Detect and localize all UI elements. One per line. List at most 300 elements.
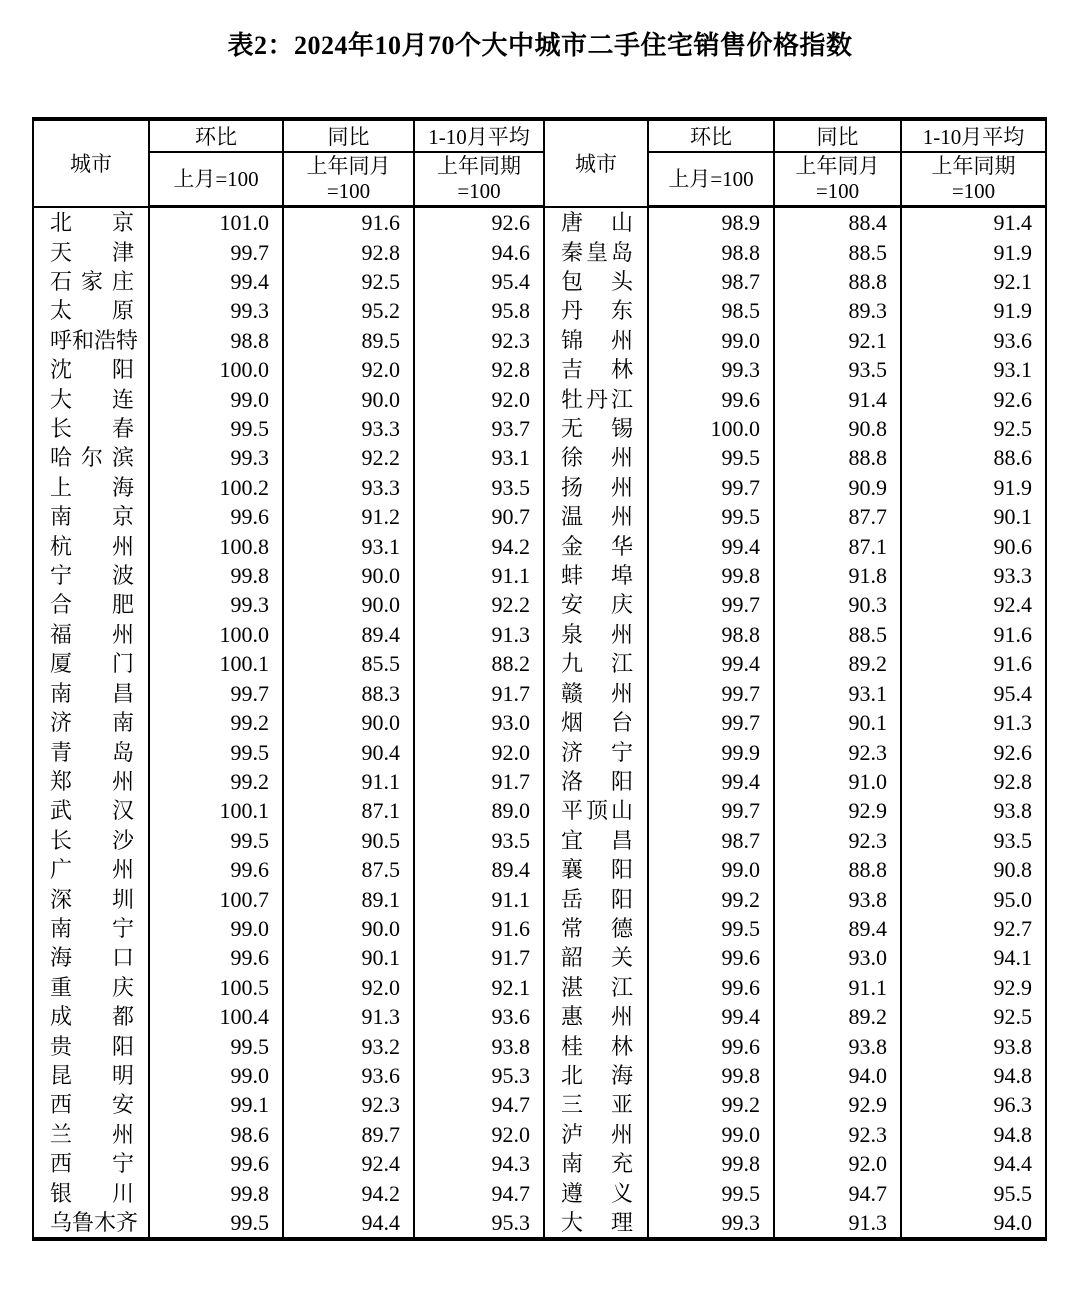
- mom-value-right: 100.0: [648, 414, 774, 443]
- city-cell-left: [33, 1061, 149, 1090]
- mom-value-left: 99.6: [149, 943, 283, 972]
- city-name-char: 州: [111, 1121, 134, 1147]
- yoy-value-right: 92.3: [774, 1120, 901, 1149]
- mom-value-left: 99.5: [149, 738, 283, 767]
- mom-value-right: 99.2: [648, 1090, 774, 1119]
- avg-value-right: 92.5: [901, 1002, 1046, 1031]
- avg-value-left: 93.8: [414, 1032, 544, 1061]
- yoy-value-right: 92.9: [774, 796, 901, 825]
- city-cell-left: [33, 708, 149, 737]
- city-cell-right: [544, 296, 648, 325]
- city-name-char: 太: [50, 298, 73, 324]
- yoy-value-right: 90.9: [774, 473, 901, 502]
- yoy-value-left: 88.3: [283, 679, 414, 708]
- mom-value-right: 99.6: [648, 943, 774, 972]
- avg-value-left: 94.2: [414, 532, 544, 561]
- mom-value-left: 99.2: [149, 767, 283, 796]
- mom-value-left: 100.2: [149, 473, 283, 502]
- yoy-value-left: 90.0: [283, 914, 414, 943]
- city-cell-left: [33, 532, 149, 561]
- city-cell-left: [33, 355, 149, 384]
- table-row: [33, 973, 1046, 1002]
- yoy-value-left: 92.2: [283, 443, 414, 472]
- city-cell-right: [544, 532, 648, 561]
- city-name-char: 州: [610, 445, 633, 471]
- yoy-value-left: 91.3: [283, 1002, 414, 1031]
- city-name-char: 齐: [116, 1210, 139, 1235]
- city-cell-left: [33, 1002, 149, 1031]
- city-cell-left: [33, 1032, 149, 1061]
- yoy-value-right: 87.7: [774, 502, 901, 531]
- city-name-char: 丹: [561, 298, 584, 324]
- avg-value-left: 93.6: [414, 1002, 544, 1031]
- yoy-value-right: 91.0: [774, 767, 901, 796]
- avg-value-left: 91.7: [414, 767, 544, 796]
- city-name-char: 贵: [50, 1033, 73, 1059]
- avg-value-right: 92.5: [901, 414, 1046, 443]
- city-name-char: 海: [610, 1062, 633, 1088]
- price-index-table: [32, 117, 1047, 1241]
- yoy-value-left: 91.2: [283, 502, 414, 531]
- city-name-char: 沙: [111, 827, 134, 853]
- city-name-char: 州: [610, 504, 633, 530]
- city-name-char: 阳: [111, 1033, 134, 1059]
- table-row: [33, 738, 1046, 767]
- city-name-char: 阳: [610, 857, 633, 883]
- yoy-value-left: 94.4: [283, 1208, 414, 1239]
- city-cell-right: [544, 443, 648, 472]
- yoy-value-left: 93.6: [283, 1061, 414, 1090]
- table-row: [33, 414, 1046, 443]
- avg-value-right: 95.5: [901, 1179, 1046, 1208]
- city-name-char: 赣: [561, 680, 584, 706]
- avg-value-left: 92.0: [414, 1120, 544, 1149]
- city-name-char: 长: [50, 827, 73, 853]
- yoy-value-right: 92.9: [774, 1090, 901, 1119]
- city-name-char: 口: [111, 945, 134, 971]
- city-name-char: 州: [610, 1004, 633, 1030]
- yoy-value-right: 92.0: [774, 1149, 901, 1178]
- city-name-char: 宁: [50, 563, 73, 589]
- avg-value-left: 91.7: [414, 679, 544, 708]
- table-row: [33, 590, 1046, 619]
- city-cell-left: [33, 1208, 149, 1239]
- table-row: [33, 355, 1046, 384]
- city-name-char: 林: [610, 357, 633, 383]
- mom-value-right: 99.8: [648, 561, 774, 590]
- city-name-char: 江: [610, 386, 633, 412]
- city-cell-right: [544, 473, 648, 502]
- yoy-value-left: 92.3: [283, 1090, 414, 1119]
- city-name-char: 庆: [111, 974, 134, 1000]
- avg-value-left: 89.4: [414, 855, 544, 884]
- city-name-char: 林: [610, 1033, 633, 1059]
- city-name-char: 锦: [561, 327, 584, 353]
- yoy-value-left: 93.3: [283, 414, 414, 443]
- city-name-char: 海: [111, 474, 134, 500]
- city-name-char: 庆: [610, 592, 633, 618]
- header-mom-left: 环比: [149, 119, 283, 152]
- table-row: [33, 885, 1046, 914]
- city-cell-right: [544, 238, 648, 267]
- yoy-value-left: 92.8: [283, 238, 414, 267]
- table-row: [33, 649, 1046, 678]
- city-name-char: 合: [50, 592, 73, 618]
- city-name-char: 春: [111, 416, 134, 442]
- city-name-char: 长: [50, 416, 73, 442]
- yoy-value-left: 92.0: [283, 973, 414, 1002]
- city-cell-right: [544, 414, 648, 443]
- mom-value-right: 99.5: [648, 914, 774, 943]
- city-cell-left: [33, 590, 149, 619]
- city-name-char: 沈: [50, 357, 73, 383]
- city-cell-left: [33, 1120, 149, 1149]
- yoy-value-right: 89.4: [774, 914, 901, 943]
- city-cell-right: [544, 649, 648, 678]
- avg-value-right: 90.8: [901, 855, 1046, 884]
- avg-value-right: 93.8: [901, 1032, 1046, 1061]
- mom-value-left: 99.8: [149, 1179, 283, 1208]
- mom-value-right: 99.4: [648, 649, 774, 678]
- avg-value-left: 92.0: [414, 738, 544, 767]
- city-name-char: 州: [111, 857, 134, 883]
- city-name-char: 华: [610, 533, 633, 559]
- table-row: [33, 855, 1046, 884]
- city-name-char: 京: [111, 209, 134, 235]
- city-name-char: 江: [610, 651, 633, 677]
- city-name-char: 平: [561, 798, 584, 824]
- city-name-char: 三: [561, 1092, 584, 1118]
- city-cell-right: [544, 1149, 648, 1178]
- table-row: [33, 620, 1046, 649]
- yoy-value-right: 89.2: [774, 1002, 901, 1031]
- header-yoy-base-left: [283, 152, 414, 207]
- city-name-char: 宁: [610, 739, 633, 765]
- city-cell-left: [33, 326, 149, 355]
- avg-value-right: 93.3: [901, 561, 1046, 590]
- yoy-value-right: 88.8: [774, 267, 901, 296]
- city-name-char: 圳: [111, 886, 134, 912]
- mom-value-right: 99.0: [648, 855, 774, 884]
- avg-value-left: 91.6: [414, 914, 544, 943]
- city-name-char: 德: [610, 915, 633, 941]
- yoy-value-right: 94.7: [774, 1179, 901, 1208]
- city-cell-right: [544, 914, 648, 943]
- yoy-value-right: 90.3: [774, 590, 901, 619]
- city-name-char: 安: [561, 592, 584, 618]
- city-cell-right: [544, 1061, 648, 1090]
- city-name-char: 泉: [561, 621, 584, 647]
- city-cell-left: [33, 267, 149, 296]
- city-cell-right: [544, 1032, 648, 1061]
- header-yoy-left: 同比: [283, 119, 414, 152]
- avg-value-left: 93.7: [414, 414, 544, 443]
- avg-value-left: 91.1: [414, 561, 544, 590]
- city-cell-right: [544, 502, 648, 531]
- avg-value-left: 93.5: [414, 473, 544, 502]
- mom-value-right: 99.7: [648, 796, 774, 825]
- city-cell-left: [33, 296, 149, 325]
- city-name-char: 南: [50, 680, 73, 706]
- yoy-value-right: 91.4: [774, 385, 901, 414]
- mom-value-left: 99.2: [149, 708, 283, 737]
- mom-value-right: 99.7: [648, 473, 774, 502]
- city-cell-right: [544, 738, 648, 767]
- yoy-value-left: 90.1: [283, 943, 414, 972]
- city-cell-right: [544, 620, 648, 649]
- city-name-char: 州: [610, 1121, 633, 1147]
- yoy-value-left: 87.1: [283, 796, 414, 825]
- city-name-char: 银: [50, 1180, 73, 1206]
- yoy-value-right: 91.1: [774, 973, 901, 1002]
- table-row: [33, 1208, 1046, 1239]
- yoy-value-right: 90.8: [774, 414, 901, 443]
- city-cell-left: [33, 973, 149, 1002]
- yoy-value-right: 92.3: [774, 738, 901, 767]
- yoy-value-left: 92.0: [283, 355, 414, 384]
- city-name-char: 上: [50, 474, 73, 500]
- city-name-char: 呼: [50, 327, 73, 353]
- yoy-value-right: 88.5: [774, 620, 901, 649]
- city-cell-left: [33, 679, 149, 708]
- table-row: [33, 385, 1046, 414]
- avg-value-left: 94.6: [414, 238, 544, 267]
- city-cell-right: [544, 385, 648, 414]
- table-row: [33, 679, 1046, 708]
- city-name-char: 台: [610, 710, 633, 736]
- city-name-char: 岳: [561, 886, 584, 912]
- city-name-char: 义: [610, 1180, 633, 1206]
- yoy-value-right: 91.3: [774, 1208, 901, 1239]
- city-name-char: 青: [50, 739, 73, 765]
- city-name-char: 州: [111, 533, 134, 559]
- yoy-value-right: 89.3: [774, 296, 901, 325]
- table-row: [33, 443, 1046, 472]
- mom-value-right: 98.7: [648, 267, 774, 296]
- avg-value-left: 92.3: [414, 326, 544, 355]
- yoy-value-right: 90.1: [774, 708, 901, 737]
- yoy-value-right: 88.4: [774, 207, 901, 238]
- city-name-char: 州: [111, 768, 134, 794]
- city-name-char: 山: [610, 798, 633, 824]
- city-cell-left: [33, 855, 149, 884]
- yoy-value-left: 89.1: [283, 885, 414, 914]
- city-name-char: 西: [50, 1151, 73, 1177]
- city-cell-left: [33, 238, 149, 267]
- header-avg-base-line1: 上年同期: [437, 154, 521, 179]
- avg-value-left: 95.8: [414, 296, 544, 325]
- city-name-char: 徐: [561, 445, 584, 471]
- city-cell-left: [33, 649, 149, 678]
- table-row: [33, 561, 1046, 590]
- city-name-char: 济: [50, 710, 73, 736]
- avg-value-right: 93.6: [901, 326, 1046, 355]
- mom-value-right: 99.4: [648, 1002, 774, 1031]
- mom-value-right: 99.9: [648, 738, 774, 767]
- avg-value-left: 92.2: [414, 590, 544, 619]
- city-cell-left: [33, 1149, 149, 1178]
- city-name-char: 宜: [561, 827, 584, 853]
- city-cell-left: [33, 620, 149, 649]
- mom-value-right: 99.2: [648, 885, 774, 914]
- city-name-char: 重: [50, 974, 73, 1000]
- city-cell-left: [33, 914, 149, 943]
- mom-value-left: 99.6: [149, 1149, 283, 1178]
- city-cell-left: [33, 414, 149, 443]
- mom-value-left: 99.6: [149, 855, 283, 884]
- mom-value-right: 98.8: [648, 238, 774, 267]
- city-name-char: 唐: [561, 209, 584, 235]
- mom-value-right: 99.5: [648, 443, 774, 472]
- city-name-char: 连: [111, 386, 134, 412]
- city-name-char: 州: [610, 680, 633, 706]
- avg-value-right: 92.6: [901, 738, 1046, 767]
- mom-value-right: 99.7: [648, 679, 774, 708]
- mom-value-left: 99.7: [149, 679, 283, 708]
- city-cell-right: [544, 1090, 648, 1119]
- city-name-char: 锡: [610, 416, 633, 442]
- avg-value-left: 93.1: [414, 443, 544, 472]
- yoy-value-left: 92.5: [283, 267, 414, 296]
- table-row: [33, 1002, 1046, 1031]
- table-row: [33, 943, 1046, 972]
- avg-value-left: 94.7: [414, 1090, 544, 1119]
- header-avg-right: 1-10月平均: [901, 119, 1046, 152]
- yoy-value-right: 88.5: [774, 238, 901, 267]
- table-row: [33, 326, 1046, 355]
- mom-value-left: 99.3: [149, 443, 283, 472]
- city-cell-right: [544, 561, 648, 590]
- city-name-char: 庄: [111, 269, 134, 294]
- yoy-value-right: 93.1: [774, 679, 901, 708]
- city-name-char: 温: [561, 504, 584, 530]
- mom-value-left: 99.5: [149, 1032, 283, 1061]
- city-name-char: 金: [561, 533, 584, 559]
- avg-value-right: 93.1: [901, 355, 1046, 384]
- city-name-char: 兰: [50, 1121, 73, 1147]
- table-row: [33, 1179, 1046, 1208]
- yoy-value-left: 85.5: [283, 649, 414, 678]
- mom-value-left: 99.0: [149, 385, 283, 414]
- city-cell-left: [33, 385, 149, 414]
- city-name-char: 江: [610, 974, 633, 1000]
- mom-value-right: 98.9: [648, 207, 774, 238]
- city-cell-right: [544, 826, 648, 855]
- avg-value-left: 92.6: [414, 207, 544, 238]
- yoy-value-left: 90.5: [283, 826, 414, 855]
- city-cell-right: [544, 796, 648, 825]
- city-name-char: 鲁: [72, 1210, 95, 1235]
- mom-value-right: 99.3: [648, 355, 774, 384]
- city-name-char: 理: [610, 1210, 633, 1235]
- city-cell-right: [544, 355, 648, 384]
- city-cell-left: [33, 502, 149, 531]
- avg-value-right: 91.9: [901, 238, 1046, 267]
- mom-value-right: 99.4: [648, 767, 774, 796]
- mom-value-left: 100.1: [149, 796, 283, 825]
- city-name-char: 家: [80, 269, 103, 294]
- yoy-value-right: 94.0: [774, 1061, 901, 1090]
- city-name-char: 南: [50, 504, 73, 530]
- city-cell-left: [33, 826, 149, 855]
- header-yoy-base-line2: =100: [326, 179, 371, 204]
- city-name-char: 明: [111, 1062, 134, 1088]
- yoy-value-left: 95.2: [283, 296, 414, 325]
- city-name-char: 南: [50, 915, 73, 941]
- city-name-char: 九: [561, 651, 584, 677]
- avg-value-left: 91.3: [414, 620, 544, 649]
- yoy-value-left: 94.2: [283, 1179, 414, 1208]
- city-name-char: 福: [50, 621, 73, 647]
- city-name-char: 襄: [561, 857, 584, 883]
- mom-value-left: 100.1: [149, 649, 283, 678]
- mom-value-left: 98.6: [149, 1120, 283, 1149]
- city-name-char: 杭: [50, 533, 73, 559]
- city-name-char: 岛: [111, 739, 134, 765]
- city-name-char: 阳: [111, 357, 134, 383]
- avg-value-right: 93.5: [901, 826, 1046, 855]
- city-cell-right: [544, 326, 648, 355]
- city-name-char: 滨: [111, 445, 134, 471]
- yoy-value-left: 91.6: [283, 207, 414, 238]
- city-name-char: 安: [111, 1092, 134, 1118]
- city-name-char: 无: [561, 416, 584, 442]
- city-name-char: 常: [561, 915, 584, 941]
- yoy-value-left: 89.7: [283, 1120, 414, 1149]
- avg-value-left: 92.1: [414, 973, 544, 1002]
- header-mom-base-left: 上月=100: [149, 152, 283, 207]
- city-name-char: 扬: [561, 474, 584, 500]
- avg-value-right: 91.6: [901, 649, 1046, 678]
- city-name-char: 海: [50, 945, 73, 971]
- city-cell-left: [33, 1090, 149, 1119]
- header-yoy-right: 同比: [774, 119, 901, 152]
- city-name-char: 桂: [561, 1033, 584, 1059]
- table-row: [33, 296, 1046, 325]
- table-body: [33, 207, 1046, 1240]
- city-name-char: 岛: [610, 239, 633, 265]
- avg-value-left: 89.0: [414, 796, 544, 825]
- city-name-char: 顶: [585, 798, 608, 824]
- avg-value-left: 93.5: [414, 826, 544, 855]
- city-name-char: 宁: [111, 1151, 134, 1177]
- mom-value-left: 99.8: [149, 561, 283, 590]
- city-name-char: 浩: [94, 327, 117, 353]
- mom-value-left: 99.0: [149, 1061, 283, 1090]
- city-name-char: 惠: [561, 1004, 584, 1030]
- mom-value-left: 99.6: [149, 502, 283, 531]
- city-name-char: 州: [111, 621, 134, 647]
- table-row: [33, 1090, 1046, 1119]
- table-row: [33, 207, 1046, 238]
- avg-value-left: 94.3: [414, 1149, 544, 1178]
- city-name-char: 济: [561, 739, 584, 765]
- city-name-char: 昌: [111, 680, 134, 706]
- avg-value-left: 91.1: [414, 885, 544, 914]
- mom-value-right: 99.7: [648, 590, 774, 619]
- city-cell-right: [544, 767, 648, 796]
- city-name-char: 阳: [610, 768, 633, 794]
- yoy-value-right: 92.3: [774, 826, 901, 855]
- mom-value-left: 100.4: [149, 1002, 283, 1031]
- avg-value-left: 95.3: [414, 1061, 544, 1090]
- city-name-char: 天: [50, 239, 73, 265]
- city-name-char: 和: [72, 327, 95, 353]
- city-cell-right: [544, 943, 648, 972]
- avg-value-right: 94.0: [901, 1208, 1046, 1239]
- city-name-char: 津: [111, 239, 134, 265]
- table-row: [33, 1149, 1046, 1178]
